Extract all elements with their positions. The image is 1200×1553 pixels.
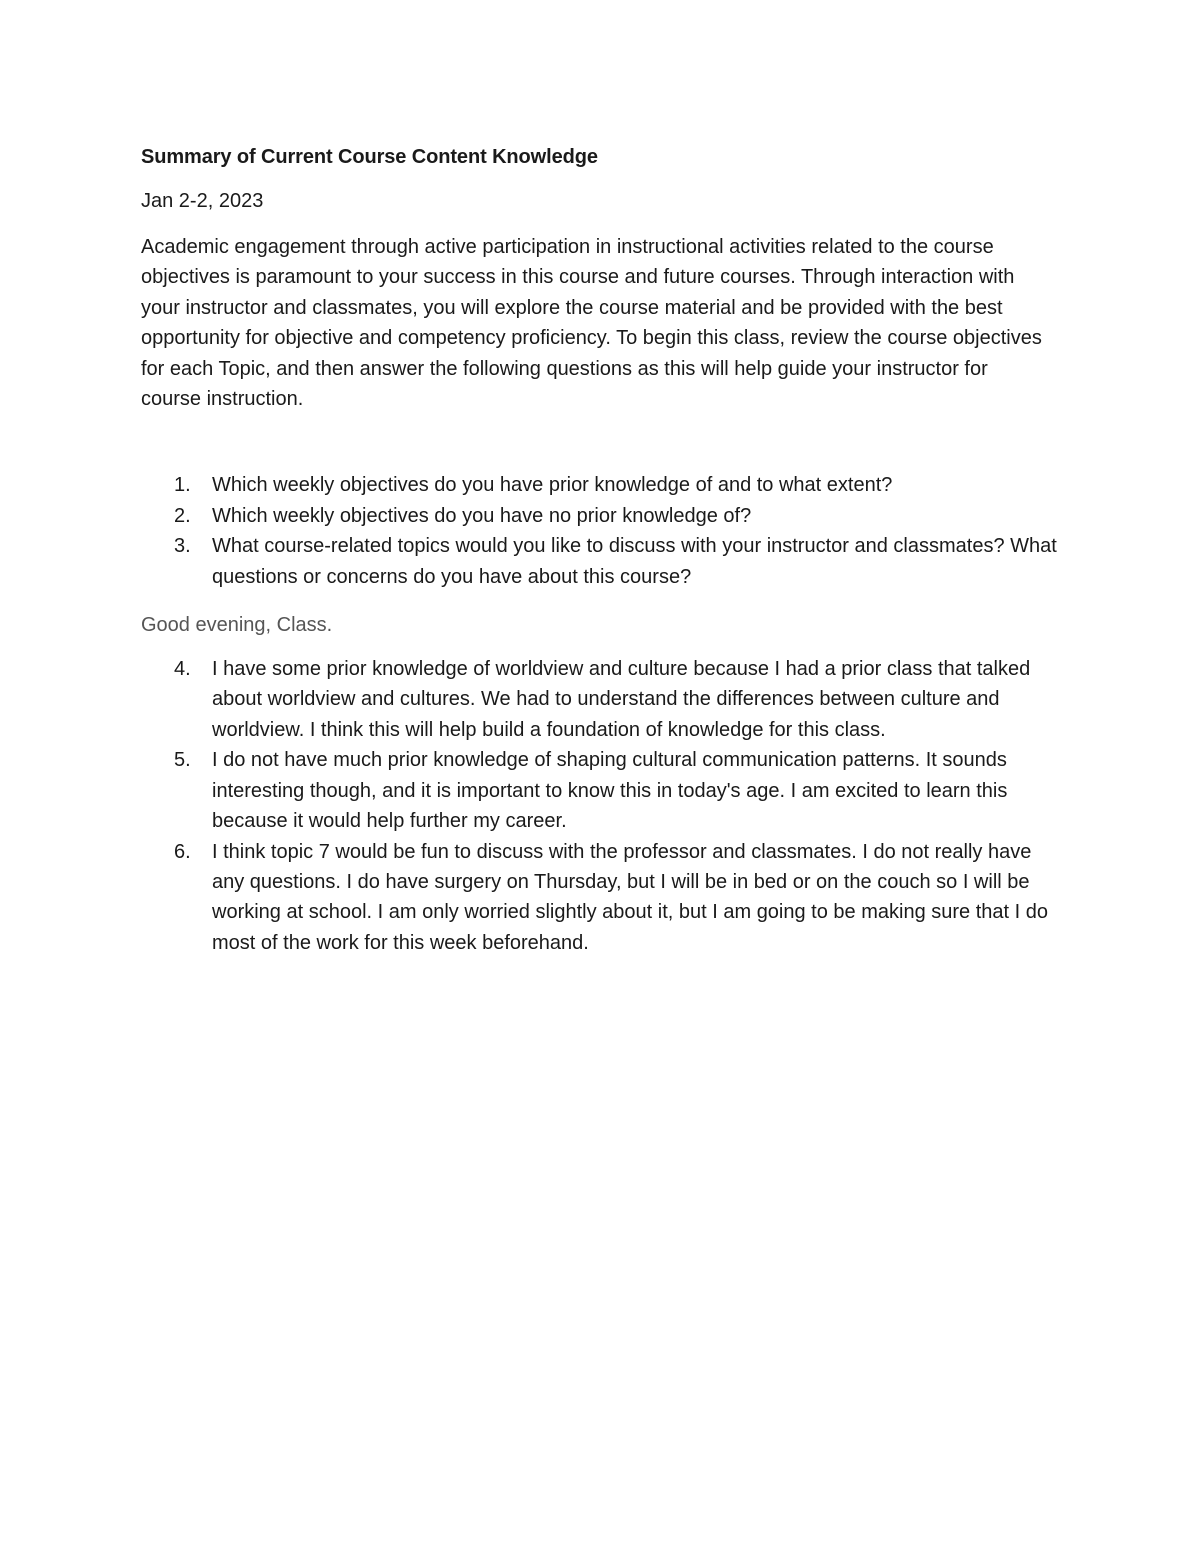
list-item-number: 1. <box>174 474 191 497</box>
list-item-text: I do not have much prior knowledge of shaping cultural communication patterns. It sounds interesting though, and it is important to know this in today's age. I am excited to learn this because it would help further my career. <box>212 749 1008 833</box>
list-item-text: I have some prior knowledge of worldview and culture because I had a prior class that talked about worldview and cultures. We had to understand the differences between culture and worldview. I think this will help build a foundation of knowledge for this class. <box>212 658 1031 741</box>
list-item <box>141 531 1061 592</box>
list-item-text: Which weekly objectives do you have prior knowledge of and to what extent? <box>212 474 893 497</box>
list-item-number: 6. <box>174 840 191 863</box>
document-title: Summary of Current Course Content Knowledge <box>141 146 598 168</box>
list-item-number: 4. <box>174 658 191 681</box>
document-date: Jan 2-2, 2023 <box>141 190 264 212</box>
list-item <box>141 837 1057 959</box>
document-body <box>141 142 1061 958</box>
list-item <box>141 470 1061 500</box>
list-item <box>141 501 1061 531</box>
list-item <box>141 654 1057 745</box>
list-item-text: I think topic 7 would be fun to discuss with the professor and classmates. I do not really have any questions. I do have surgery on Thursday, but I will be in bed or on the couch so I will be working at school. I am only worried slightly about it, but I am going to be making sure that I do most of the work for this week beforehand. <box>212 840 1048 954</box>
list-item-number: 3. <box>174 535 191 558</box>
list-item-text: What course-related topics would you like to discuss with your instructor and classmates? What questions or concerns do you have about this course? <box>212 535 1057 588</box>
greeting-line: Good evening, Class. <box>141 614 333 637</box>
questions-list <box>141 470 1061 592</box>
list-item-number: 5. <box>174 749 191 772</box>
list-item <box>141 745 1057 836</box>
intro-paragraph: Academic engagement through active participation in instructional activities related to the course objectives is paramount to your success in this course and future courses. Through interaction with your instructor and classmates, you will explore the course material and be provided with the best opportunity for objective and competency proficiency. To begin this class, review the course objectives for each Topic, and then answer the following questions as this will help guide your instructor for course instruction. <box>141 236 1042 411</box>
list-item-text: Which weekly objectives do you have no prior knowledge of? <box>212 504 752 527</box>
list-item-number: 2. <box>174 504 191 527</box>
answers-list <box>141 654 1061 958</box>
